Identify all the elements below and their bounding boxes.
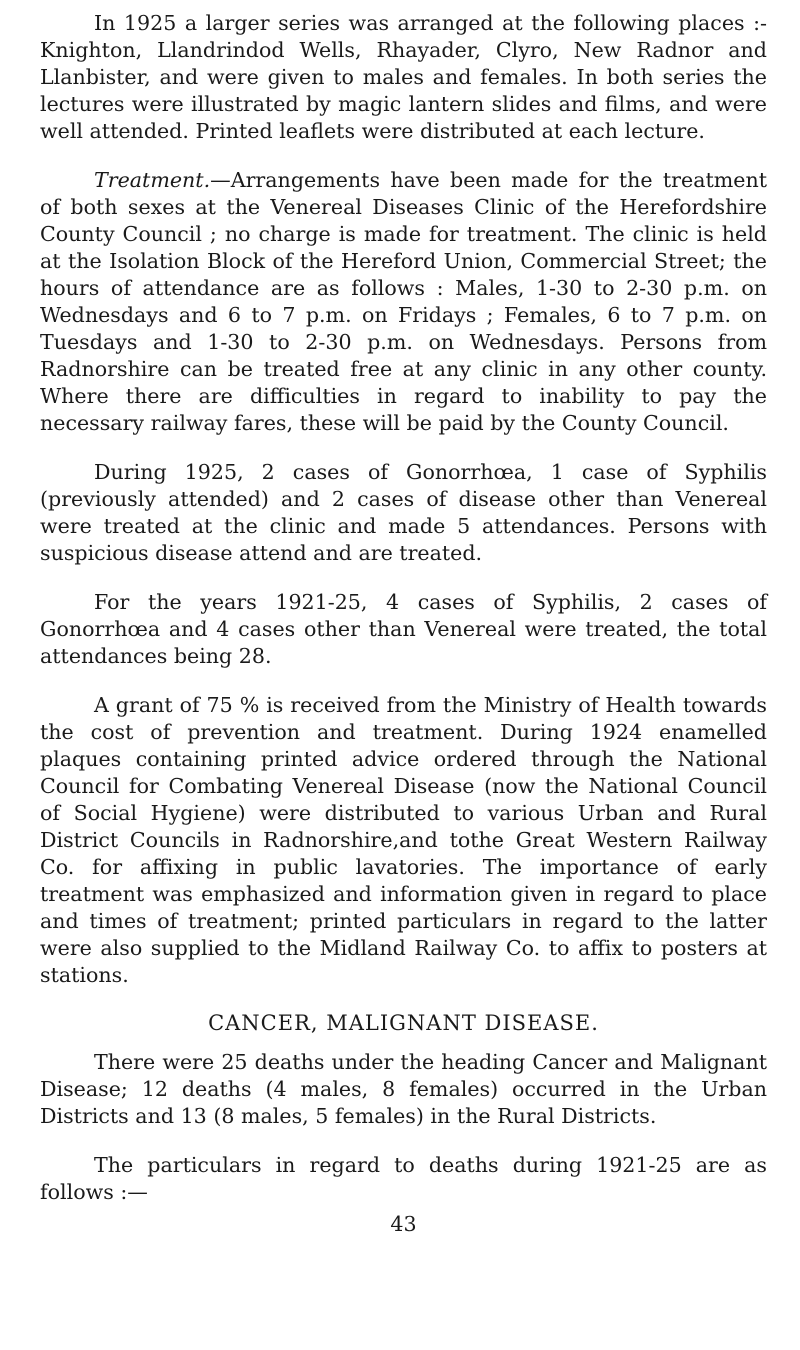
page-number: 43 [390, 1212, 417, 1236]
paragraph-cancer-deaths: There were 25 deaths under the heading Cancer and Malignant Disease; 12 deaths (4 males, 8 females) occurred in the Urban Districts and 13 (8 males, 5 females) in the Rural Districts. [40, 1050, 767, 1128]
treatment-heading: Treatment. [94, 168, 211, 192]
paragraph-cases-1925: During 1925, 2 cases of Gonorrhœa, 1 case of Syphilis (previously attended) and 2 cases of disease other than Venereal were treated at the clinic and made 5 attendances. Persons with suspicious disease attend and are treated. [40, 460, 767, 565]
paragraph-lectures-1925: In 1925 a larger series was arranged at the following places :-Knighton, Llandrindod Wells, Rhayader, Clyro, New Radnor and Llanbister, and were given to males and females. In both series the lectures were illustrated by magic lantern slides and films, and were well attended. Printed leaflets were distributed at each lecture. [40, 11, 767, 143]
document-page [40, 10, 767, 1236]
paragraph-particulars: The particulars in regard to deaths during 1921-25 are as follows :— [40, 1153, 767, 1204]
paragraph-grant: A grant of 75 % is received from the Ministry of Health towards the cost of prevention and treatment. During 1924 enamelled plaques containing printed advice ordered through the National Council for Combating Venereal Disease (now the National Council of Social Hygiene) were distributed to various Urban and Rural District Councils in Radnorshire,and tothe Great Western Railway Co. for affixing in public lavatories. The importance of early treatment was emphasized and information given in regard to place and times of treatment; printed particulars in regard to the latter were also supplied to the Midland Railway Co. to affix to posters at stations. [40, 693, 767, 987]
paragraph-cases-1921-25: For the years 1921-25, 4 cases of Syphilis, 2 cases of Gonorrhœa and 4 cases other than Venereal were treated, the total attendances being 28. [40, 590, 767, 668]
treatment-text: —Arrangements have been made for the treatment of both sexes at the Venereal Diseases Clinic of the Herefordshire County Council ; no charge is made for treatment. The clinic is held at the Isolation Block of the Hereford Union, Commercial Street; the hours of attendance are as follows : Males, 1-30 to 2-30 p.m. on Wednesdays and 6 to 7 p.m. on Fridays ; Females, 6 to 7 p.m. on Tuesdays and 1-30 to 2-30 p.m. on Wednesdays. Persons from Radnorshire can be treated free at any clinic in any other county. Where there are difficulties in regard to inability to pay the necessary railway fares, these will be paid by the County Council. [40, 168, 767, 435]
paragraph-treatment [40, 167, 767, 437]
section-heading-cancer: CANCER, MALIGNANT DISEASE. [208, 1011, 599, 1035]
